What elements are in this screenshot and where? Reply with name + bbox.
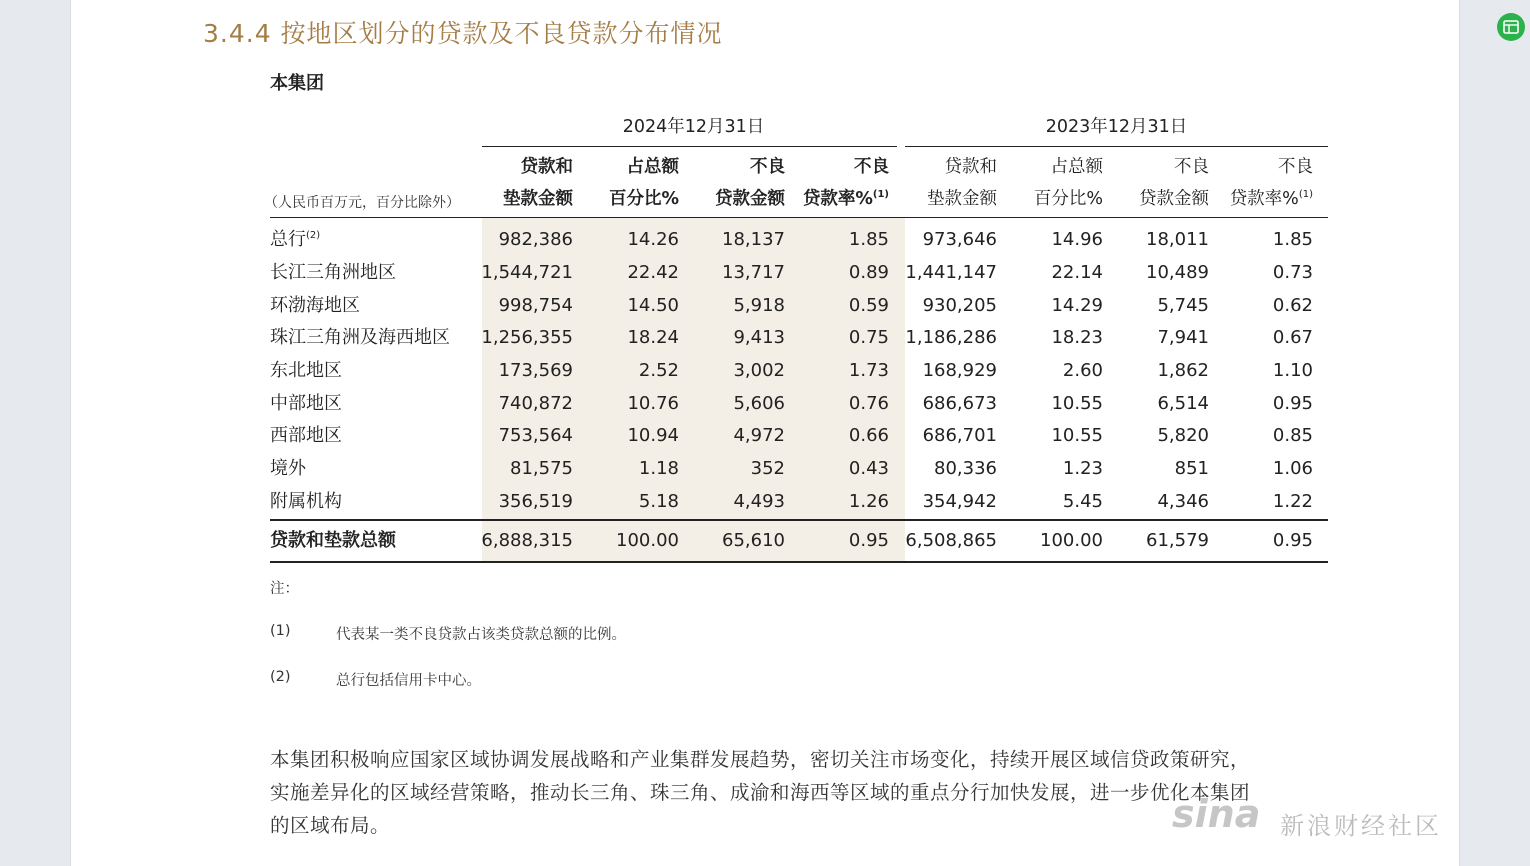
- note-2-number: (2): [270, 669, 291, 685]
- period-2024-rule: [482, 146, 897, 147]
- column-header-line2: 贷款率%$^{(1)}$: [1229, 189, 1313, 209]
- table-cell: 5,820: [1157, 425, 1209, 446]
- table-cell: 1.22: [1272, 491, 1313, 512]
- sina-logo: sina: [1172, 792, 1261, 836]
- footnote-ref: (1): [1298, 189, 1313, 201]
- table-cell: 0.59: [848, 295, 889, 316]
- column-header-line2: 百分比%: [608, 189, 679, 209]
- table-cell: 22.42: [627, 262, 679, 283]
- column-header-line1: 不良: [1174, 157, 1209, 177]
- table-cell: 851: [1174, 458, 1209, 479]
- column-header-line1: 贷款和: [944, 157, 997, 177]
- column-header-line2: 贷款金额: [1139, 189, 1209, 209]
- table-row-label: 东北地区: [270, 360, 342, 381]
- table-cell: 686,673: [922, 393, 997, 414]
- table-cell: 982,386: [498, 229, 573, 250]
- table-cell: 1.06: [1272, 458, 1313, 479]
- table-cell: 998,754: [498, 295, 573, 316]
- footnote-ref: (1): [872, 189, 889, 201]
- table-cell: 18,011: [1146, 229, 1209, 250]
- column-header-line2: 贷款金额: [715, 189, 785, 209]
- period-2023-header: 2023年12月31日: [1045, 117, 1188, 137]
- table-cell: 6,514: [1157, 393, 1209, 414]
- table-cell: 686,701: [922, 425, 997, 446]
- total-cell: 6,508,865: [905, 530, 997, 551]
- table-cell: 1.85: [1272, 229, 1313, 250]
- column-header-line1: 不良: [1278, 157, 1313, 177]
- table-cell: 0.73: [1272, 262, 1313, 283]
- table-cell: 1.85: [848, 229, 889, 250]
- table-cell: 753,564: [498, 425, 573, 446]
- table-cell: 0.95: [1272, 393, 1313, 414]
- column-header-line1: 占总额: [626, 157, 679, 177]
- period-2023-rule: [905, 146, 1328, 147]
- sina-watermark: [1172, 778, 1492, 838]
- grid-glyph: [1503, 20, 1519, 34]
- table-cell: 0.66: [848, 425, 889, 446]
- note-2-text: 总行包括信用卡中心。: [336, 673, 481, 689]
- column-header-line1: 不良: [750, 157, 785, 177]
- table-cell: 22.14: [1051, 262, 1103, 283]
- table-cell: 0.89: [848, 262, 889, 283]
- table-row-label: 珠江三角洲及海西地区: [270, 327, 450, 348]
- table-cell: 2.60: [1062, 360, 1103, 381]
- table-cell: 18.23: [1051, 327, 1103, 348]
- table-cell: 1,256,355: [481, 327, 573, 348]
- total-top-rule: [270, 519, 1328, 521]
- table-cell: 1.26: [848, 491, 889, 512]
- table-cell: 168,929: [922, 360, 997, 381]
- table-cell: 973,646: [922, 229, 997, 250]
- column-header-line2: 垫款金额: [927, 189, 997, 209]
- total-cell: 6,888,315: [481, 530, 573, 551]
- table-cell: 9,413: [733, 327, 785, 348]
- table-cell: 1.23: [1062, 458, 1103, 479]
- table-cell: 10.94: [627, 425, 679, 446]
- table-cell: 1,862: [1157, 360, 1209, 381]
- footnote-ref: (2): [306, 230, 321, 241]
- table-cell: 13,717: [722, 262, 785, 283]
- table-cell: 1.18: [638, 458, 679, 479]
- table-row-label: 长江三角洲地区: [270, 262, 396, 283]
- paragraph-line-3: 的区域布局。: [270, 814, 391, 837]
- table-cell: 4,493: [733, 491, 785, 512]
- table-cell: 5,606: [733, 393, 785, 414]
- note-1-text: 代表某一类不良贷款占该类贷款总额的比例。: [336, 627, 626, 643]
- table-cell: 2.52: [638, 360, 679, 381]
- table-row-label: 附属机构: [270, 491, 342, 512]
- total-bottom-rule: [270, 561, 1328, 563]
- table-cell: 1.10: [1272, 360, 1313, 381]
- table-row-label: 环渤海地区: [270, 295, 360, 316]
- document-page: [70, 0, 1460, 866]
- table-cell: 10.55: [1051, 393, 1103, 414]
- table-cell: 354,942: [922, 491, 997, 512]
- header-rule: [270, 217, 1328, 218]
- total-cell: 0.95: [848, 530, 889, 551]
- table-cell: 5,745: [1157, 295, 1209, 316]
- unit-note: （人民币百万元，百分比除外）: [264, 195, 460, 211]
- table-cell: 0.67: [1272, 327, 1313, 348]
- table-cell: 5,918: [733, 295, 785, 316]
- table-cell: 352: [750, 458, 785, 479]
- spreadsheet-icon[interactable]: [1497, 13, 1525, 41]
- table-cell: 0.76: [848, 393, 889, 414]
- table-cell: 10.55: [1051, 425, 1103, 446]
- table-cell: 1,441,147: [905, 262, 997, 283]
- table-cell: 3,002: [733, 360, 785, 381]
- table-cell: 173,569: [498, 360, 573, 381]
- table-cell: 81,575: [510, 458, 573, 479]
- notes-heading: 注：: [270, 581, 299, 597]
- table-row-label: 总行$^{(2)}$: [270, 229, 321, 250]
- table-cell: 14.96: [1051, 229, 1103, 250]
- table-cell: 356,519: [498, 491, 573, 512]
- column-header-line1: 贷款和: [520, 157, 573, 177]
- table-row-label: 西部地区: [270, 425, 342, 446]
- table-cell: 930,205: [922, 295, 997, 316]
- table-row-label: 中部地区: [270, 393, 342, 414]
- period-2024-header: 2024年12月31日: [622, 117, 765, 137]
- total-row-label: 贷款和垫款总额: [270, 530, 396, 551]
- paragraph-line-2: 实施差异化的区域经营策略，推动长三角、珠三角、成渝和海西等区域的重点分行加快发展，进一步优化本集团: [270, 781, 1251, 804]
- paragraph-line-1: 本集团积极响应国家区域协调发展战略和产业集群发展趋势，密切关注市场变化，持续开展区域信贷政策研究，: [270, 748, 1251, 771]
- total-cell: 100.00: [616, 530, 679, 551]
- table-cell: 0.43: [848, 458, 889, 479]
- table-cell: 1.73: [848, 360, 889, 381]
- total-cell: 65,610: [722, 530, 785, 551]
- table-cell: 0.62: [1272, 295, 1313, 316]
- table-cell: 1,186,286: [905, 327, 997, 348]
- column-header-line1: 不良: [854, 157, 889, 177]
- section-title: 3.4.4 按地区划分的贷款及不良贷款分布情况: [203, 19, 723, 48]
- table-cell: 14.50: [627, 295, 679, 316]
- column-header-line2: 百分比%: [1033, 189, 1103, 209]
- table-cell: 18,137: [722, 229, 785, 250]
- column-header-line1: 占总额: [1050, 157, 1103, 177]
- table-cell: 1,544,721: [481, 262, 573, 283]
- table-cell: 7,941: [1157, 327, 1209, 348]
- total-cell: 100.00: [1040, 530, 1103, 551]
- table-cell: 4,972: [733, 425, 785, 446]
- table-cell: 10,489: [1146, 262, 1209, 283]
- table-cell: 18.24: [627, 327, 679, 348]
- group-subtitle: 本集团: [270, 73, 324, 94]
- table-cell: 5.45: [1062, 491, 1103, 512]
- table-cell: 14.29: [1051, 295, 1103, 316]
- table-cell: 10.76: [627, 393, 679, 414]
- table-cell: 4,346: [1157, 491, 1209, 512]
- table-cell: 14.26: [627, 229, 679, 250]
- table-cell: 80,336: [934, 458, 997, 479]
- total-cell: 0.95: [1272, 530, 1313, 551]
- table-cell: 740,872: [498, 393, 573, 414]
- watermark-text: 新浪财经社区: [1280, 812, 1442, 840]
- column-header-line2: 贷款率%$^{(1)}$: [802, 189, 889, 209]
- total-cell: 61,579: [1146, 530, 1209, 551]
- table-cell: 5.18: [638, 491, 679, 512]
- table-cell: 0.85: [1272, 425, 1313, 446]
- table-cell: 0.75: [848, 327, 889, 348]
- table-row-label: 境外: [270, 458, 306, 479]
- column-header-line2: 垫款金额: [503, 189, 573, 209]
- note-1-number: (1): [270, 623, 291, 639]
